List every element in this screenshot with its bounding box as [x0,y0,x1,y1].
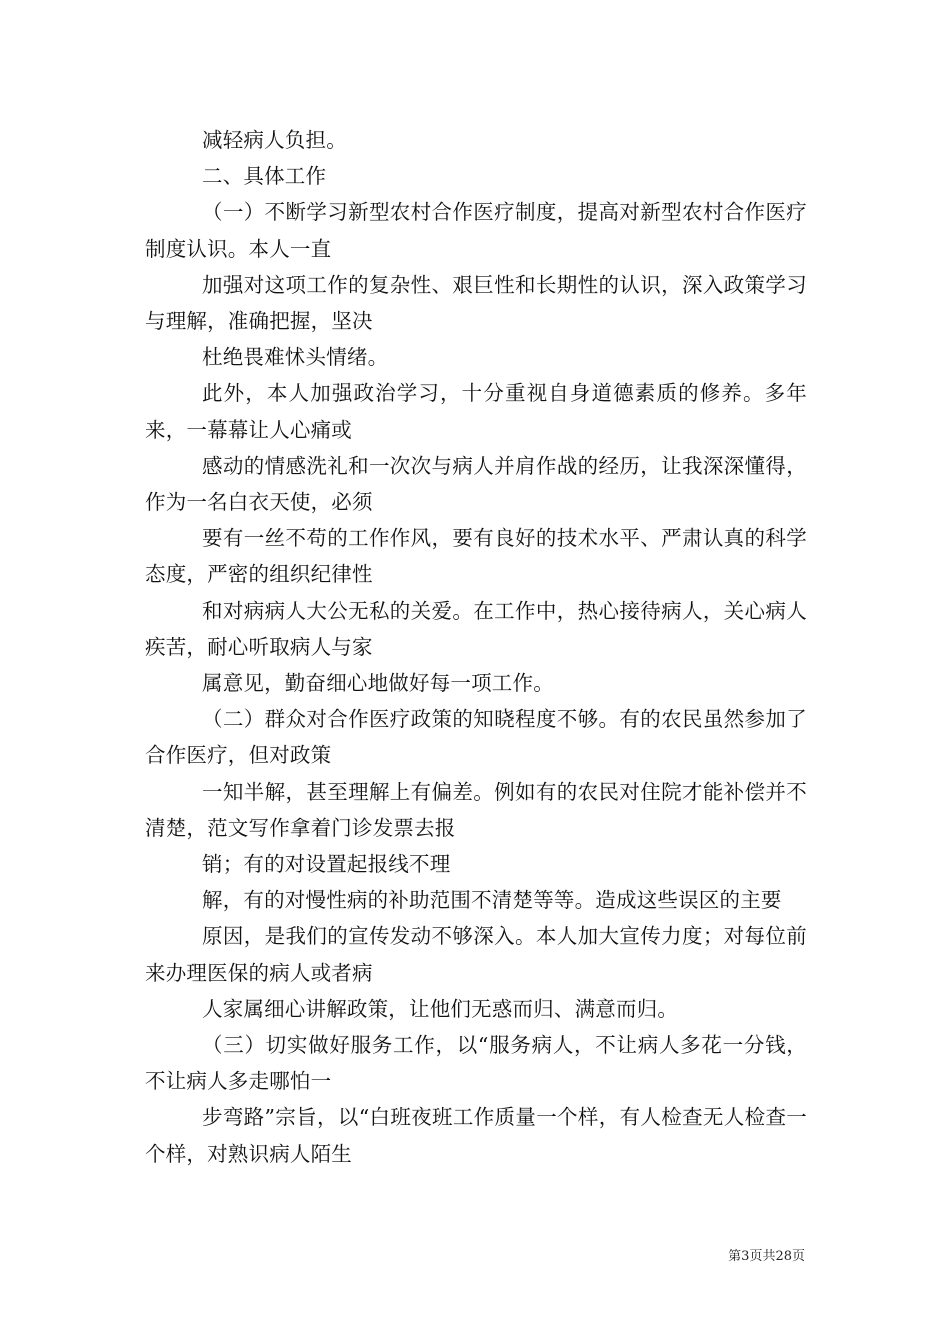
paragraph: 杜绝畏难怵头情绪。 [202,345,389,370]
paragraph: 一知半解，甚至理解上有偏差。例如有的农民对住院才能补偿并不清楚，范文写作拿着门诊发票去报 [145,779,807,840]
section-heading: 二、具体工作 [202,164,327,189]
paragraph: （二）群众对合作医疗政策的知晓程度不够。有的农民虽然参加了合作医疗，但对政策 [145,707,807,768]
paragraph: 步弯路”宗旨，以“白班夜班工作质量一个样，有人检查无人检查一个样，对熟识病人陌生 [145,1105,807,1166]
document-body [145,122,807,1172]
paragraph: 解，有的对慢性病的补助范围不清楚等等。造成这些误区的主要 [202,888,782,913]
paragraph: 要有一丝不苟的工作作风，要有良好的技术水平、严肃认真的科学态度，严密的组织纪律性 [145,526,807,587]
paragraph: 销；有的对设置起报线不理 [202,852,451,877]
paragraph: 减轻病人负担。 [202,128,347,152]
page-number: 第3页共28页 [728,1249,805,1264]
paragraph: 原因，是我们的宣传发动不够深入。本人加大宣传力度；对每位前来办理医保的病人或者病 [145,924,807,985]
paragraph: 加强对这项工作的复杂性、艰巨性和长期性的认识，深入政策学习与理解，准确把握，坚决 [145,272,807,334]
paragraph: 和对病病人大公无私的关爱。在工作中，热心接待病人，关心病人疾苦，耐心听取病人与家 [145,598,807,659]
paragraph: 此外，本人加强政治学习，十分重视自身道德素质的修养。多年来，一幕幕让人心痛或 [145,381,807,442]
paragraph: 属意见，勤奋细心地做好每一项工作。 [202,671,554,696]
paragraph: （一）不断学习新型农村合作医疗制度，提高对新型农村合作医疗制度认识。本人一直 [145,200,807,261]
paragraph: 人家属细心讲解政策，让他们无惑而归、满意而归。 [202,996,679,1021]
paragraph: （三）切实做好服务工作，以“服务病人，不让病人多花一分钱，不让病人多走哪怕一 [145,1033,807,1094]
paragraph: 感动的情感洗礼和一次次与病人并肩作战的经历，让我深深懂得，作为一名白衣天使，必须 [145,453,807,515]
